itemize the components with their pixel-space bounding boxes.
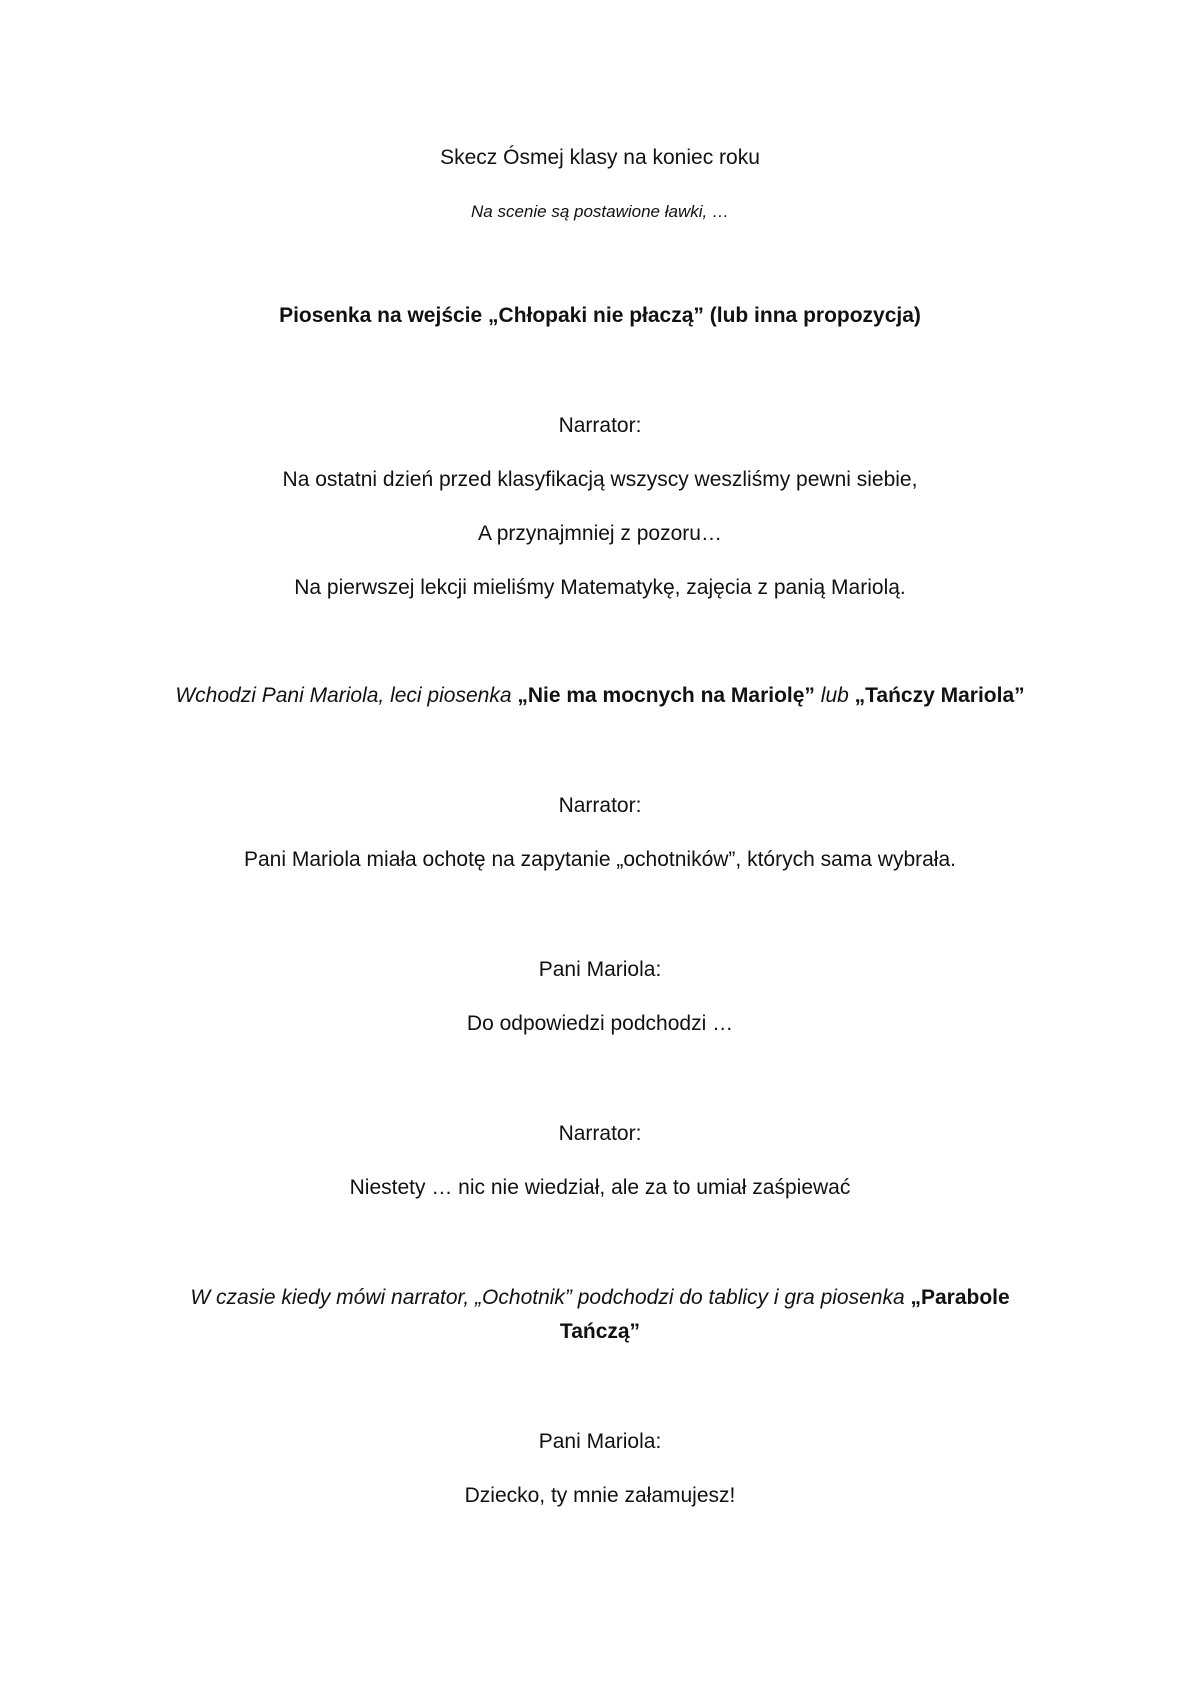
song-title-continued: Tańczą” bbox=[559, 1320, 641, 1343]
dialogue-line: A przynajmniej z pozoru… bbox=[478, 522, 722, 545]
speaker-pani-mariola-2: Pani Mariola: bbox=[538, 1430, 662, 1453]
song-title: „Tańczy Mariola” bbox=[854, 684, 1025, 707]
song-title: „Parabole bbox=[910, 1286, 1010, 1309]
speaker-narrator-3: Narrator: bbox=[558, 1122, 642, 1145]
dialogue-line: Pani Mariola miała ochotę na zapytanie „ochotników”, których sama wybrała. bbox=[243, 848, 956, 871]
song-title: „Nie ma mocnych na Mariolę” bbox=[517, 684, 815, 707]
speaker-narrator-1: Narrator: bbox=[558, 414, 642, 437]
speaker-narrator-2: Narrator: bbox=[558, 794, 642, 817]
stage-direction-text: lub bbox=[814, 684, 855, 707]
stage-direction-mariola-entry bbox=[150, 682, 1050, 710]
song-entry-heading: Piosenka na wejście „Chłopaki nie płaczą” (lub inna propozycja) bbox=[279, 304, 921, 327]
stage-direction-text: Wchodzi Pani Mariola, leci piosenka bbox=[175, 684, 518, 707]
dialogue-line: Niestety … nic nie wiedział, ale za to umiał zaśpiewać bbox=[349, 1176, 851, 1199]
speaker-pani-mariola-1: Pani Mariola: bbox=[538, 958, 662, 981]
document-title: Skecz Ósmej klasy na koniec roku bbox=[440, 146, 760, 169]
stage-direction-ochotnik bbox=[150, 1284, 1050, 1312]
dialogue-line: Na pierwszej lekcji mieliśmy Matematykę, zajęcia z panią Mariolą. bbox=[294, 576, 906, 599]
stage-note: Na scenie są postawione ławki, … bbox=[471, 202, 729, 221]
dialogue-line: Dziecko, ty mnie załamujesz! bbox=[464, 1484, 736, 1507]
dialogue-line: Do odpowiedzi podchodzi … bbox=[466, 1012, 734, 1035]
stage-direction-text: W czasie kiedy mówi narrator, „Ochotnik” podchodzi do tablicy i gra piosenka bbox=[190, 1286, 911, 1309]
dialogue-line: Na ostatni dzień przed klasyfikacją wszyscy weszliśmy pewni siebie, bbox=[282, 468, 918, 491]
